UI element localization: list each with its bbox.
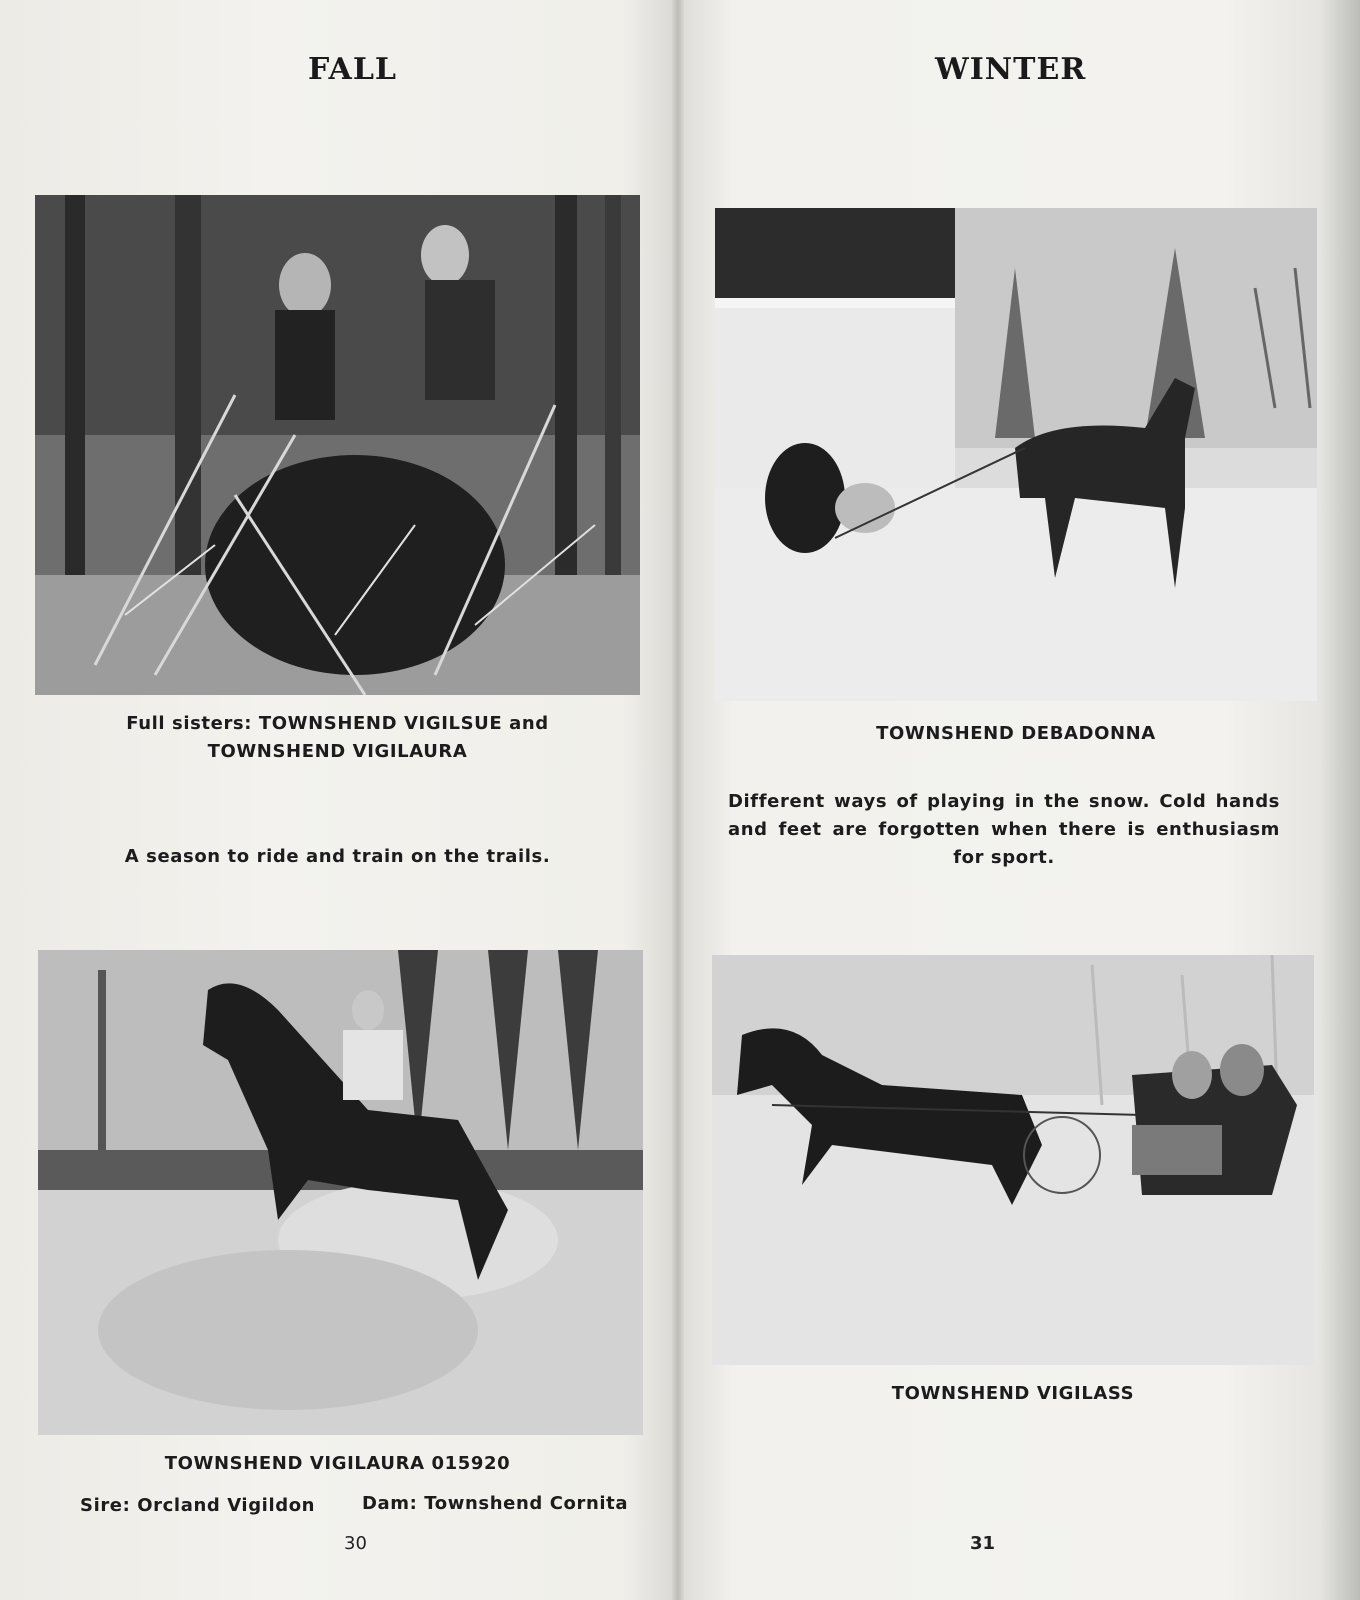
photo2-caption: TOWNSHEND VIGILAURA 015920	[164, 1453, 511, 1474]
winter-heading: WINTER	[935, 52, 1087, 87]
horse-pulling-sled-photo	[715, 208, 1317, 701]
left-page-number: 30	[344, 1533, 367, 1554]
dam-text: Dam: Townshend Cornita	[362, 1493, 629, 1514]
photo1-caption-line1: Full sisters: TOWNSHEND VIGILSUE and	[126, 713, 549, 734]
vigilass-caption: TOWNSHEND VIGILASS	[891, 1383, 1135, 1404]
debadonna-caption: TOWNSHEND DEBADONNA	[876, 723, 1156, 744]
photo1-caption-line2: TOWNSHEND VIGILAURA	[207, 741, 468, 762]
fall-season-text: A season to ride and train on the trails.	[124, 846, 551, 867]
horse-and-sleigh-photo	[712, 955, 1314, 1365]
right-page-number: 31	[970, 1533, 996, 1554]
fall-heading: FALL	[308, 52, 398, 87]
winter-season-text: Different ways of playing in the snow. Cold hands and feet are forgotten when there is enthusiasm for sport.	[728, 791, 1280, 868]
riders-in-woods-photo	[35, 195, 640, 695]
sire-text: Sire: Orcland Vigildon	[80, 1495, 316, 1516]
rider-on-rearing-horse-photo	[38, 950, 643, 1435]
book-gutter	[672, 0, 684, 1600]
photo1-caption	[80, 710, 595, 766]
